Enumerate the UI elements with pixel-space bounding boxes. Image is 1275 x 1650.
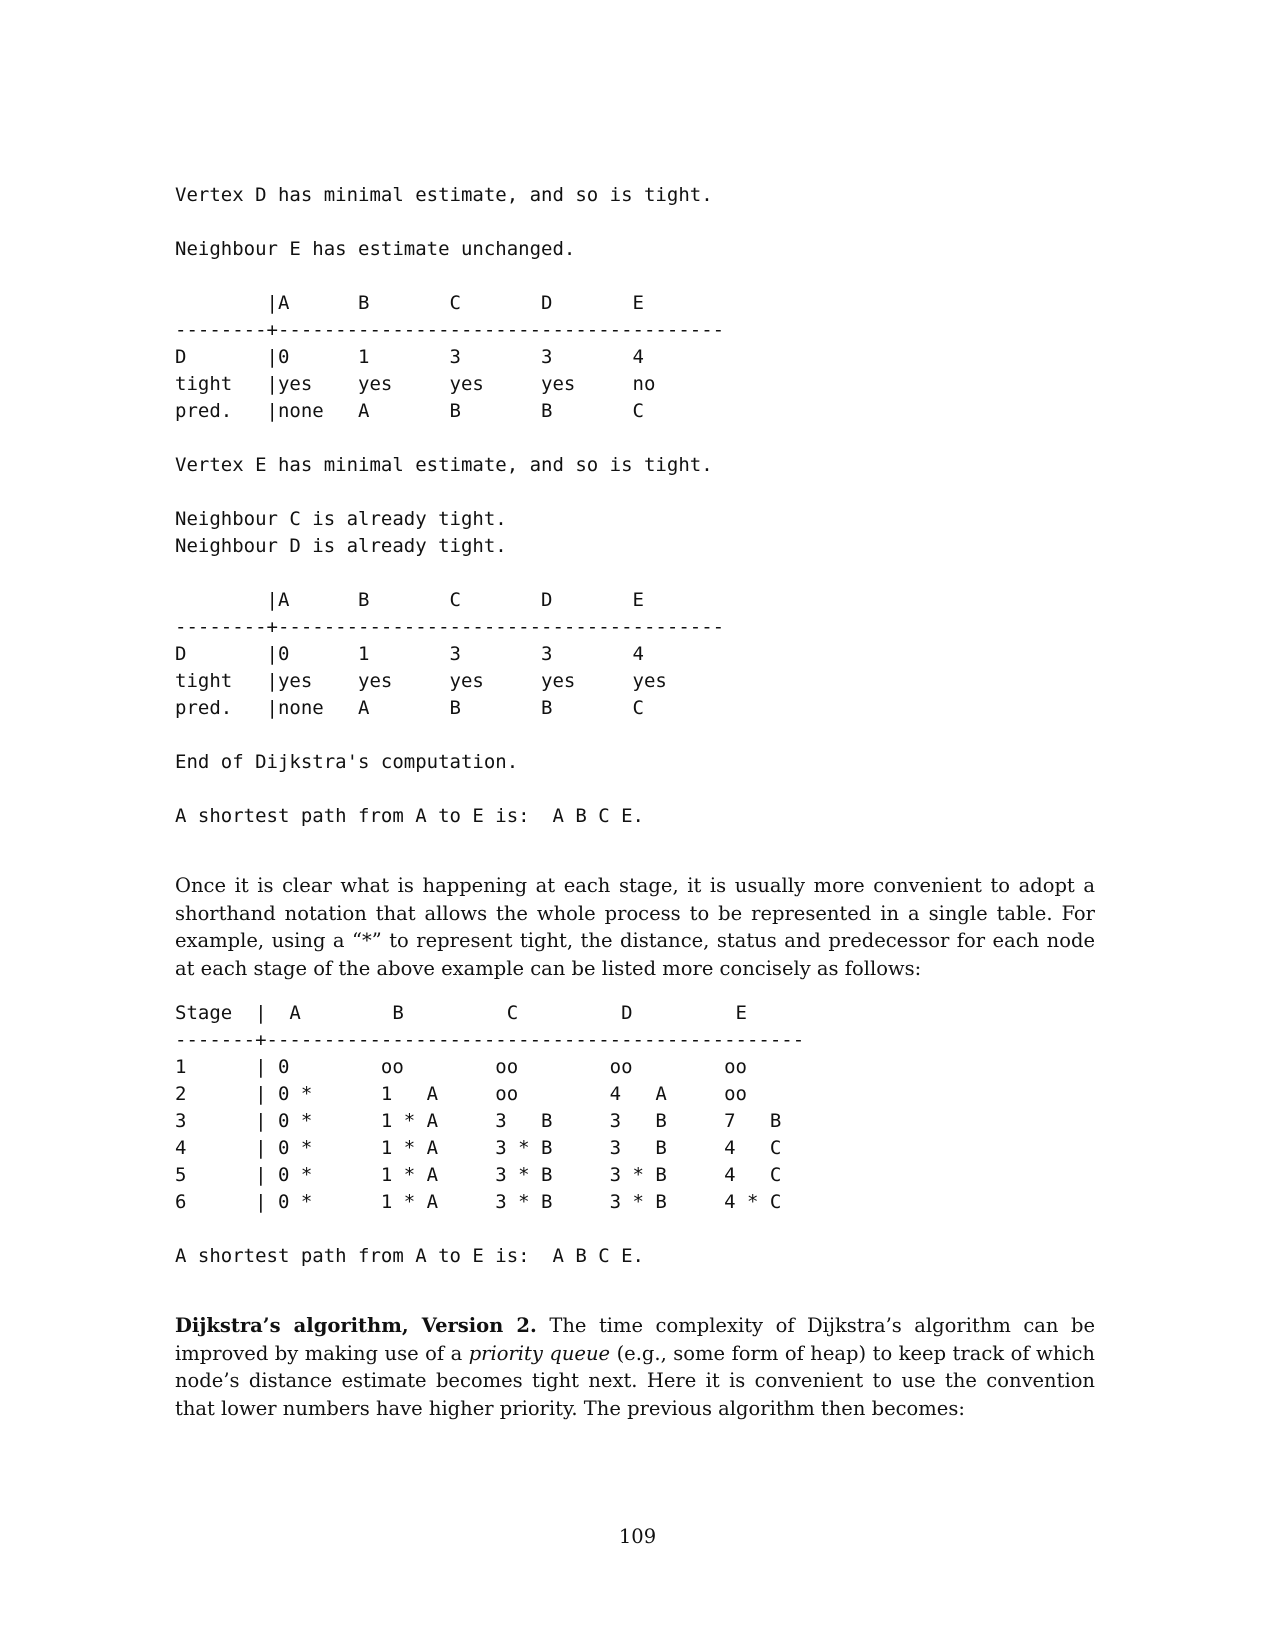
trace-line: pred. |none A B B C [175, 400, 644, 422]
trace-line: A shortest path from A to E is: A B C E. [175, 805, 644, 827]
dijkstra-trace-block [175, 182, 724, 830]
version2-text-cont: (e.g., some form of heap) to keep track of which node’s distance estimate becomes tight next. Here it is convenient to use the convention that lower numbers have higher priority. The previous algorithm then becomes: [175, 1341, 1095, 1420]
trace-line: D |0 1 3 3 4 [175, 643, 644, 665]
trace-line: --------+--------------------------------------- [175, 319, 725, 341]
trace-line: Neighbour C is already tight. [175, 508, 507, 530]
stage-table-line: 2 | 0 * 1 A oo 4 A oo [175, 1083, 747, 1105]
explanation-paragraph: Once it is clear what is happening at each stage, it is usually more convenient to adopt a shorthand notation that allows the whole process to be represented in a single table. For example, using a “*” to represent tight, the distance, status and predecessor for each node at each stage of the above example can be listed more concisely as follows: [175, 874, 1095, 980]
version2-heading: Dijkstra’s algorithm, Version 2. [175, 1314, 537, 1337]
trace-line: Vertex D has minimal estimate, and so is tight. [175, 184, 713, 206]
stage-table-line: A shortest path from A to E is: A B C E. [175, 1245, 644, 1267]
trace-line: Vertex E has minimal estimate, and so is tight. [175, 454, 713, 476]
trace-line: Neighbour E has estimate unchanged. [175, 238, 576, 260]
stage-table-line: -------+----------------------------------------------- [175, 1029, 805, 1051]
stage-table-line: 3 | 0 * 1 * A 3 B 3 B 7 B [175, 1110, 782, 1132]
stage-table-line: 1 | 0 oo oo oo oo [175, 1056, 747, 1078]
trace-line: tight |yes yes yes yes no [175, 373, 656, 395]
trace-line: Neighbour D is already tight. [175, 535, 507, 557]
trace-line: pred. |none A B B C [175, 697, 644, 719]
stage-table-line: Stage | A B C D E [175, 1002, 747, 1024]
trace-line: tight |yes yes yes yes yes [175, 670, 667, 692]
version2-text: The time complexity of Dijkstra’s algorithm can be improved by making use of a [175, 1314, 1095, 1365]
trace-line: D |0 1 3 3 4 [175, 346, 644, 368]
stage-table-line: 5 | 0 * 1 * A 3 * B 3 * B 4 C [175, 1164, 782, 1186]
stage-table-line: 6 | 0 * 1 * A 3 * B 3 * B 4 * C [175, 1191, 782, 1213]
page-number: 109 [618, 1525, 657, 1548]
trace-line: --------+--------------------------------------- [175, 616, 725, 638]
stage-table-line: 4 | 0 * 1 * A 3 * B 3 B 4 C [175, 1137, 782, 1159]
priority-queue-term: priority queue [468, 1341, 611, 1365]
stage-table-block [175, 1000, 804, 1270]
trace-line: |A B C D E [175, 292, 644, 314]
trace-line: |A B C D E [175, 589, 644, 611]
trace-line: End of Dijkstra's computation. [175, 751, 519, 773]
version2-paragraph [175, 1312, 1095, 1422]
